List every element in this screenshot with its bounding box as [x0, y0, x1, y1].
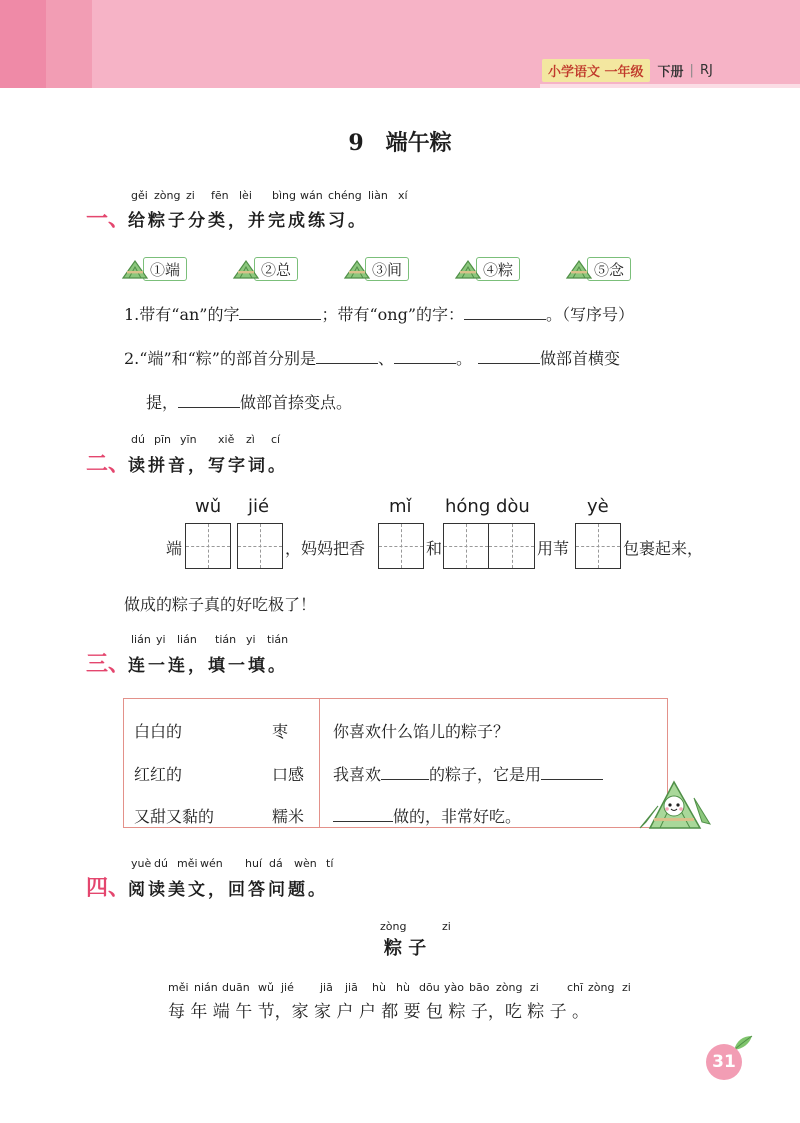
pinyin-tian: tián	[215, 633, 237, 646]
pinyin-zong-title: zòng	[380, 920, 407, 933]
pinyin-r12: bāo	[469, 981, 490, 994]
grid-pinyin-ye: yè	[587, 496, 609, 517]
answer-blank-na[interactable]	[178, 390, 240, 408]
zongzi-chip-5	[565, 256, 631, 282]
pinyin-r7: jiā	[345, 981, 358, 994]
page-header	[0, 0, 800, 88]
grid-pinyin-wu: wǔ	[195, 496, 222, 517]
book-badge	[542, 58, 713, 82]
writing-grid-hongdou[interactable]	[443, 523, 535, 569]
pinyin-du: dú	[131, 433, 145, 446]
pinyin-r16: zòng	[588, 981, 615, 994]
pinyin-ci: cí	[271, 433, 281, 446]
match-right-3[interactable]: 糯米	[272, 807, 305, 826]
pinyin-da: dá	[269, 857, 283, 870]
fill-answer-line-2	[333, 804, 521, 827]
zongzi-chip-2	[232, 256, 298, 282]
answer-blank-material[interactable]	[541, 762, 603, 780]
lesson-name: 端午粽	[385, 130, 452, 156]
section-1-title: 给粽子分类，并完成练习。	[128, 211, 368, 231]
pinyin-xie: xiě	[218, 433, 235, 446]
pinyin-lian: lián	[131, 633, 151, 646]
lesson-title	[0, 126, 800, 157]
pinyin-tian-2: tián	[267, 633, 289, 646]
section-3-title: 连一连，填一填。	[128, 656, 288, 676]
pinyin-yue: yuè	[131, 857, 152, 870]
section-2-title: 读拼音，写字词。	[128, 456, 288, 476]
pinyin-r14: zi	[530, 981, 539, 994]
pinyin-ti: tí	[326, 857, 334, 870]
pinyin-yin: yīn	[180, 433, 197, 446]
zongzi-chip-label: ④粽	[476, 257, 520, 281]
writing-grid-wujie[interactable]	[185, 523, 283, 569]
question-1-part-b: ；带有“ong”的字：	[321, 305, 465, 324]
pinyin-mei: měi	[177, 857, 198, 870]
fill-answer-part-c: 做的，非常好吃。	[393, 807, 522, 826]
zongzi-chip-label: ⑤念	[587, 257, 631, 281]
pinyin-zong: zòng	[154, 189, 181, 202]
pinyin-r3: duān	[222, 981, 250, 994]
zongzi-chip-label: ③间	[365, 257, 409, 281]
writing-grid-mi[interactable]	[378, 523, 424, 569]
pinyin-zi: zi	[186, 189, 195, 202]
fill-question: 你喜欢什么馅儿的粽子？	[333, 722, 510, 741]
question-2	[124, 346, 620, 369]
pinyin-cheng: chéng	[328, 189, 362, 202]
question-2-part-a: 2.“端”和“粽”的部首分别是	[124, 349, 316, 368]
subject-label: 小学语文 一年级	[542, 59, 650, 82]
writing-cell[interactable]	[443, 523, 489, 569]
question-1-part-a: 1.带有“an”的字	[124, 305, 240, 324]
grid-pinyin-hongdou: hóng dòu	[445, 496, 530, 517]
section-4-title: 阅读美文，回答问题。	[128, 880, 328, 900]
zongzi-icon	[343, 258, 371, 280]
writing-cell[interactable]	[575, 523, 621, 569]
zongzi-icon	[454, 258, 482, 280]
pinyin-pin: pīn	[154, 433, 172, 446]
sentence-part-5: 包裹起来，	[623, 539, 704, 558]
pinyin-r1: měi	[168, 981, 189, 994]
volume-label: 下册	[657, 64, 684, 80]
writing-cell[interactable]	[185, 523, 231, 569]
sentence-part-4: 用苇	[537, 539, 570, 558]
answer-blank-ong[interactable]	[464, 302, 546, 320]
writing-cell[interactable]	[237, 523, 283, 569]
pinyin-r11: yào	[444, 981, 464, 994]
section-2-number: 二、	[86, 452, 131, 477]
reading-title: 粽 子	[384, 938, 427, 959]
pinyin-xi: xí	[398, 189, 408, 202]
question-2-part-b: 、	[378, 349, 395, 368]
badge-separator: |	[689, 62, 694, 78]
grid-pinyin-jie: jié	[248, 496, 270, 517]
sentence-part-1: 端	[166, 539, 183, 558]
zongzi-chip-3	[343, 256, 409, 282]
pinyin-gei: gěi	[131, 189, 148, 202]
question-1	[124, 302, 634, 325]
section-4-number: 四、	[86, 876, 131, 901]
pinyin-r8: hù	[372, 981, 386, 994]
sentence-line-2: 做成的粽子真的好吃极了！	[124, 595, 317, 614]
answer-blank-filling[interactable]	[381, 762, 429, 780]
header-strip-light	[46, 0, 92, 88]
sentence-part-2: ，妈妈把香	[285, 539, 366, 558]
pinyin-lian: liàn	[368, 189, 388, 202]
zongzi-icon	[232, 258, 260, 280]
pinyin-fen: fēn	[211, 189, 229, 202]
reading-line-1: 每 年 端 午 节，家 家 户 户 都 要 包 粽 子，吃 粽 子 。	[168, 1002, 590, 1022]
pinyin-bing: bìng	[272, 189, 296, 202]
question-2-line-2	[146, 390, 352, 413]
pinyin-hui: huí	[245, 857, 262, 870]
answer-blank-radical-1[interactable]	[316, 346, 378, 364]
match-left-1[interactable]: 白白的	[134, 722, 183, 741]
zongzi-chip-1	[121, 256, 187, 282]
pinyin-du: dú	[154, 857, 168, 870]
pinyin-zi-title: zi	[442, 920, 451, 933]
question-2-part-c: 。	[456, 349, 473, 368]
question-2-part-e: 提，	[146, 393, 179, 412]
fill-answer-part-b: 的粽子，它是用	[429, 765, 542, 784]
pinyin-r9: hù	[396, 981, 410, 994]
pinyin-wan: wán	[300, 189, 323, 202]
pinyin-r17: zi	[622, 981, 631, 994]
zongzi-chip-label: ②总	[254, 257, 298, 281]
writing-cell[interactable]	[489, 523, 535, 569]
match-right-1[interactable]: 枣	[272, 722, 289, 741]
question-2-part-f: 做部首捺变点。	[240, 393, 353, 412]
answer-blank-material-2[interactable]	[333, 804, 393, 822]
answer-blank-an[interactable]	[239, 302, 321, 320]
question-2-part-d: 做部首横变	[540, 349, 621, 368]
answer-blank-heng[interactable]	[478, 346, 540, 364]
pinyin-r6: jiā	[320, 981, 333, 994]
question-1-part-c: 。（写序号）	[546, 305, 635, 324]
grid-pinyin-mi: mǐ	[389, 496, 412, 517]
pinyin-lian-2: lián	[177, 633, 197, 646]
match-left-2[interactable]: 红红的	[134, 765, 183, 784]
section-1-number: 一、	[86, 207, 131, 232]
sentence-part-3: 和	[426, 539, 443, 558]
pinyin-r10: dōu	[419, 981, 440, 994]
zongzi-icon	[565, 258, 593, 280]
header-line	[540, 84, 800, 88]
section-3-number: 三、	[86, 652, 131, 677]
answer-blank-radical-2[interactable]	[394, 346, 456, 364]
zongzi-icon	[121, 258, 149, 280]
pinyin-r4: wǔ	[258, 981, 274, 994]
pinyin-yi: yi	[156, 633, 166, 646]
pinyin-yi-2: yi	[246, 633, 256, 646]
pinyin-r2: nián	[194, 981, 218, 994]
zongzi-chip-label: ①端	[143, 257, 187, 281]
pinyin-r15: chī	[567, 981, 584, 994]
pinyin-zi: zì	[246, 433, 255, 446]
writing-grid-ye[interactable]	[575, 523, 621, 569]
lesson-number: 9	[348, 130, 364, 156]
writing-cell[interactable]	[378, 523, 424, 569]
pinyin-r13: zòng	[496, 981, 523, 994]
pinyin-wen: wén	[200, 857, 223, 870]
match-left-3[interactable]: 又甜又黏的	[134, 807, 215, 826]
pinyin-r5: jié	[281, 981, 294, 994]
zongzi-chip-4	[454, 256, 520, 282]
header-strip	[0, 0, 46, 88]
edition-label: RJ	[699, 62, 713, 78]
table-divider	[319, 699, 320, 827]
match-right-2[interactable]: 口感	[272, 765, 305, 784]
fill-answer-line-1	[333, 762, 603, 785]
zongzi-mascot-icon	[636, 776, 714, 832]
fill-answer-part-a: 我喜欢	[333, 765, 382, 784]
pinyin-lei: lèi	[239, 189, 252, 202]
pinyin-wen-2: wèn	[294, 857, 317, 870]
page-number: 31	[706, 1044, 742, 1080]
